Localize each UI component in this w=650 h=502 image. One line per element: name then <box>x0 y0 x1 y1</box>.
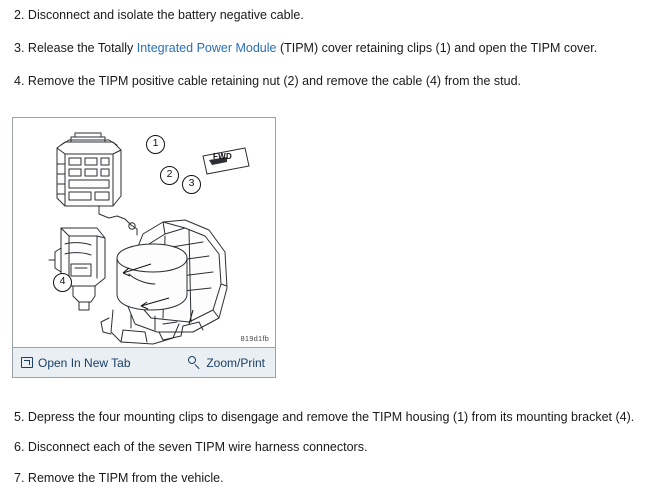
step-number: 7. <box>14 471 25 485</box>
callout-3: 3 <box>182 175 201 194</box>
figure-illustration[interactable] <box>13 118 275 346</box>
new-tab-icon <box>21 357 33 368</box>
procedure-step-7 <box>14 471 224 486</box>
magnifier-icon <box>188 356 202 370</box>
callout-1: 1 <box>146 135 165 154</box>
procedure-step-6 <box>14 440 367 455</box>
step-number: 6. <box>14 440 25 454</box>
procedure-step-3 <box>14 41 597 56</box>
callout-2: 2 <box>160 166 179 185</box>
step-text: Disconnect and isolate the battery negative cable. <box>27 8 304 22</box>
procedure-step-2 <box>14 8 304 23</box>
zoom-print-button[interactable] <box>188 356 265 370</box>
figure-image-code: 819d1fb <box>240 334 269 343</box>
step-text: Disconnect each of the seven TIPM wire harness connectors. <box>27 440 368 454</box>
open-in-new-tab-button[interactable] <box>21 356 131 370</box>
tipm-assembly-drawing <box>13 118 275 346</box>
step-text: Depress the four mounting clips to disengage and remove the TIPM housing (1) from its mounting bracket (4). <box>27 410 635 424</box>
step-number: 3. <box>14 41 25 55</box>
open-in-new-tab-label: Open In New Tab <box>38 355 131 370</box>
integrated-power-module-link[interactable]: Integrated Power Module <box>136 41 277 55</box>
step-text: Remove the TIPM positive cable retaining nut (2) and remove the cable (4) from the stud. <box>27 74 521 88</box>
step-text-before-link: Release the Totally <box>27 41 137 55</box>
fwd-label: FWD <box>213 152 233 161</box>
procedure-step-5 <box>14 410 634 425</box>
step-number: 5. <box>14 410 25 424</box>
step-text-after-link: (TIPM) cover retaining clips (1) and open the TIPM cover. <box>276 41 598 55</box>
zoom-print-label: Zoom/Print <box>206 355 265 370</box>
step-number: 2. <box>14 8 25 22</box>
figure-panel <box>12 117 276 378</box>
callout-4: 4 <box>53 273 72 292</box>
procedure-step-4 <box>14 74 521 89</box>
step-text: Remove the TIPM from the vehicle. <box>27 471 224 485</box>
figure-toolbar <box>13 347 275 377</box>
step-number: 4. <box>14 74 25 88</box>
